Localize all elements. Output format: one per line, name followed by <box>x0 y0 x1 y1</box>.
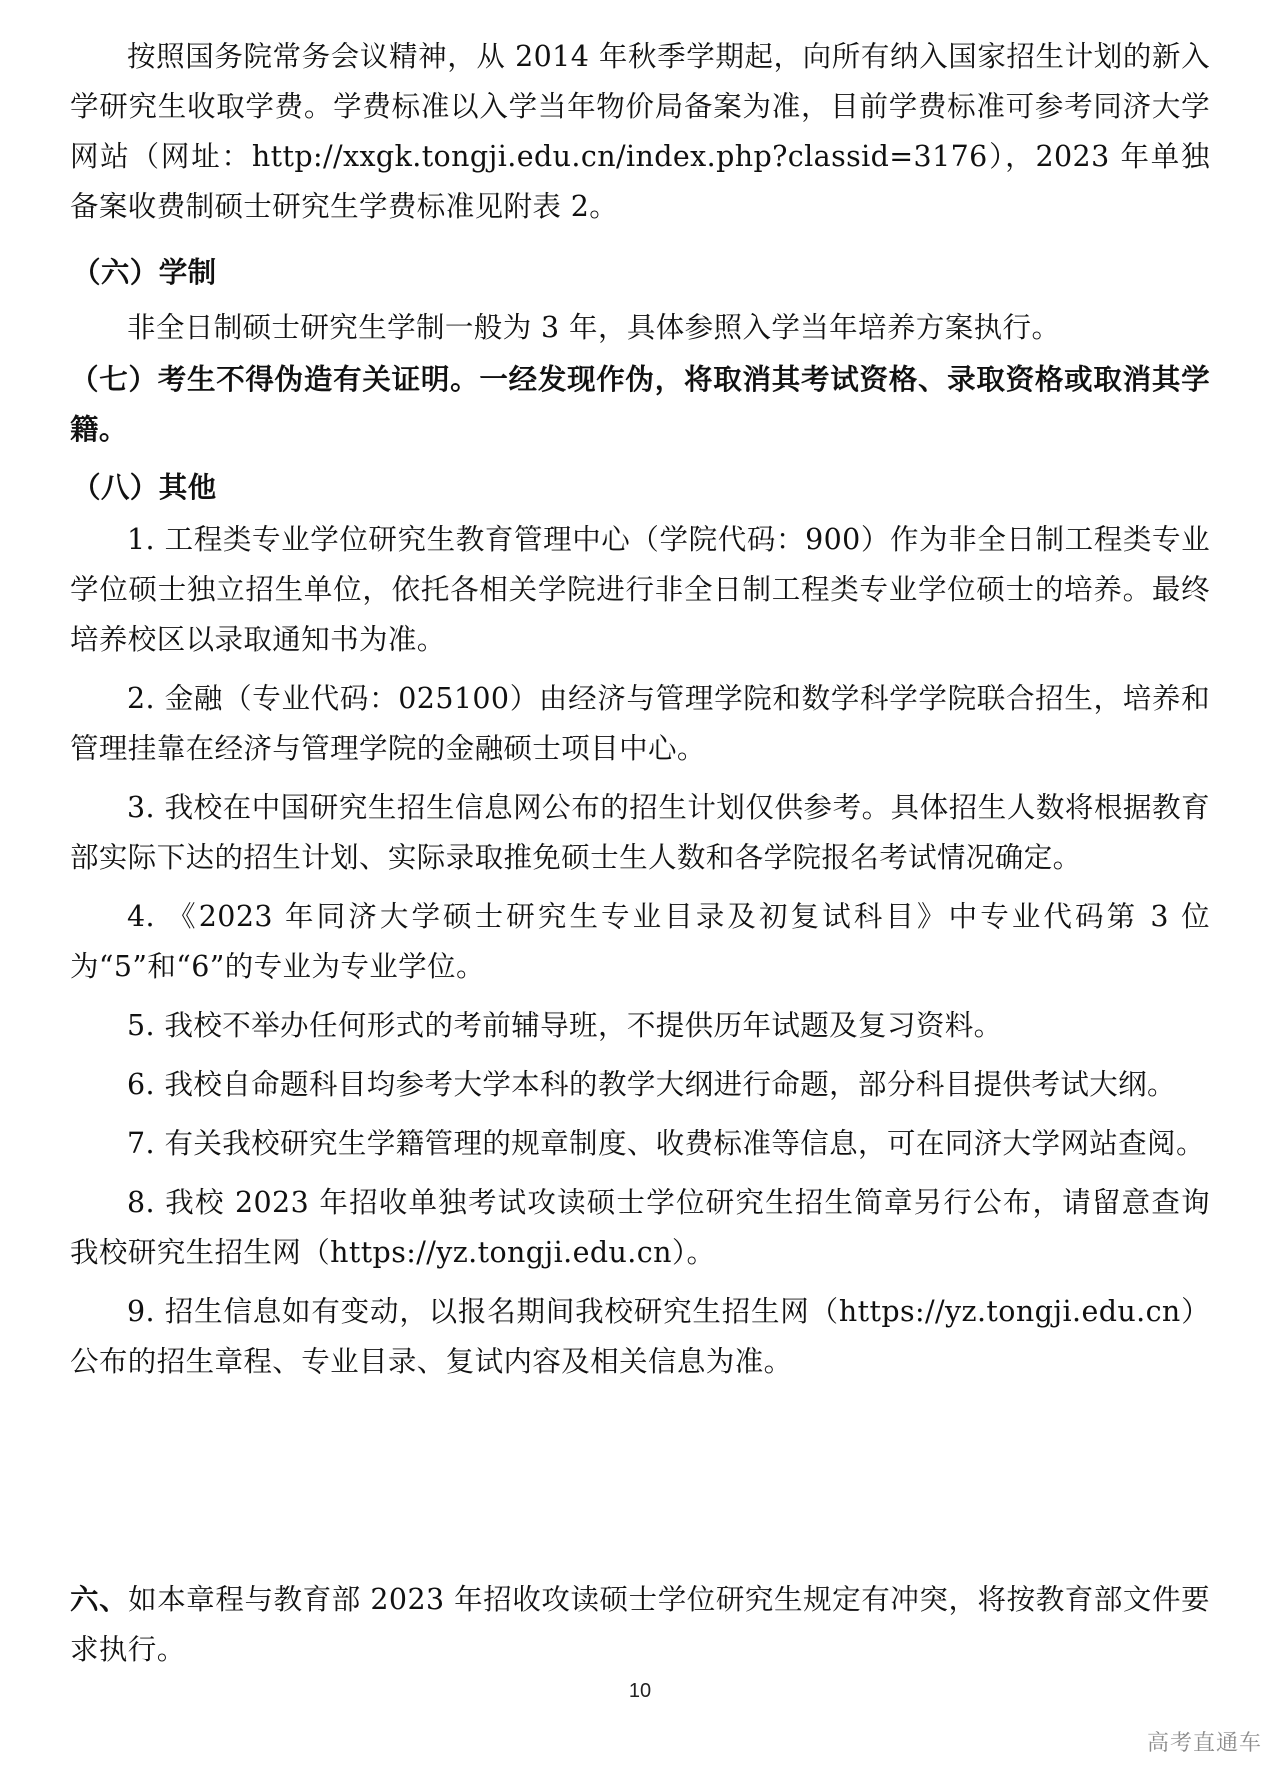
tuition-fee-paragraph: 按照国务院常务会议精神，从 2014 年秋季学期起，向所有纳入国家招生计划的新入学研究生收取学费。学费标准以入学当年物价局备案为准，目前学费标准可参考同济大学网站（网址：http://xxgk.tongji.edu.cn/index.php?classid=3176），2023 年单独备案收费制硕士研究生学费标准见附表 2。 <box>70 40 1210 223</box>
list-item: 6. 我校自命题科目均参考大学本科的教学大纲进行命题，部分科目提供考试大纲。 <box>127 1068 1176 1101</box>
duration-paragraph: 非全日制硕士研究生学制一般为 3 年，具体参照入学当年培养方案执行。 <box>127 311 1061 344</box>
section-heading-other: （八）其他 <box>72 471 217 504</box>
list-item: 7. 有关我校研究生学籍管理的规章制度、收费标准等信息，可在同济大学网站查阅。 <box>127 1127 1205 1160</box>
list-item: 5. 我校不举办任何形式的考前辅导班，不提供历年试题及复习资料。 <box>127 1009 1003 1042</box>
page-number: 10 <box>628 1680 652 1702</box>
section-six-text: 如本章程与教育部 2023 年招收攻读硕士学位研究生规定有冲突，将按教育部文件要求执行。 <box>70 1583 1210 1666</box>
list-item: 1. 工程类专业学位研究生教育管理中心（学院代码：900）作为非全日制工程类专业学位硕士独立招生单位，依托各相关学院进行非全日制工程类专业学位硕士的培养。最终培养校区以录取通知书为准。 <box>70 523 1210 656</box>
section-heading-duration: （六）学制 <box>72 256 217 289</box>
list-item: 4. 《2023 年同济大学硕士研究生专业目录及初复试科目》中专业代码第 3 位为“5”和“6”的专业为专业学位。 <box>70 900 1210 983</box>
other-items-list <box>70 515 1210 1396</box>
document-page <box>70 0 1210 1767</box>
section-six-paragraph <box>70 1575 1210 1675</box>
list-item: 9. 招生信息如有变动，以报名期间我校研究生招生网（https://yz.tongji.edu.cn）公布的招生章程、专业目录、复试内容及相关信息为准。 <box>70 1295 1210 1378</box>
list-item: 8. 我校 2023 年招收单独考试攻读硕士学位研究生招生简章另行公布，请留意查询我校研究生招生网（https://yz.tongji.edu.cn）。 <box>70 1186 1210 1269</box>
watermark-text: 高考直通车 <box>1146 1731 1262 1756</box>
list-item: 3. 我校在中国研究生招生信息网公布的招生计划仅供参考。具体招生人数将根据教育部实际下达的招生计划、实际录取推免硕士生人数和各学院报名考试情况确定。 <box>70 791 1210 874</box>
list-item: 2. 金融（专业代码：025100）由经济与管理学院和数学科学学院联合招生，培养和管理挂靠在经济与管理学院的金融硕士项目中心。 <box>70 682 1210 765</box>
forgery-warning-heading: （七）考生不得伪造有关证明。一经发现作伪，将取消其考试资格、录取资格或取消其学籍。 <box>70 363 1210 446</box>
section-six-label: 六、 <box>70 1583 129 1616</box>
